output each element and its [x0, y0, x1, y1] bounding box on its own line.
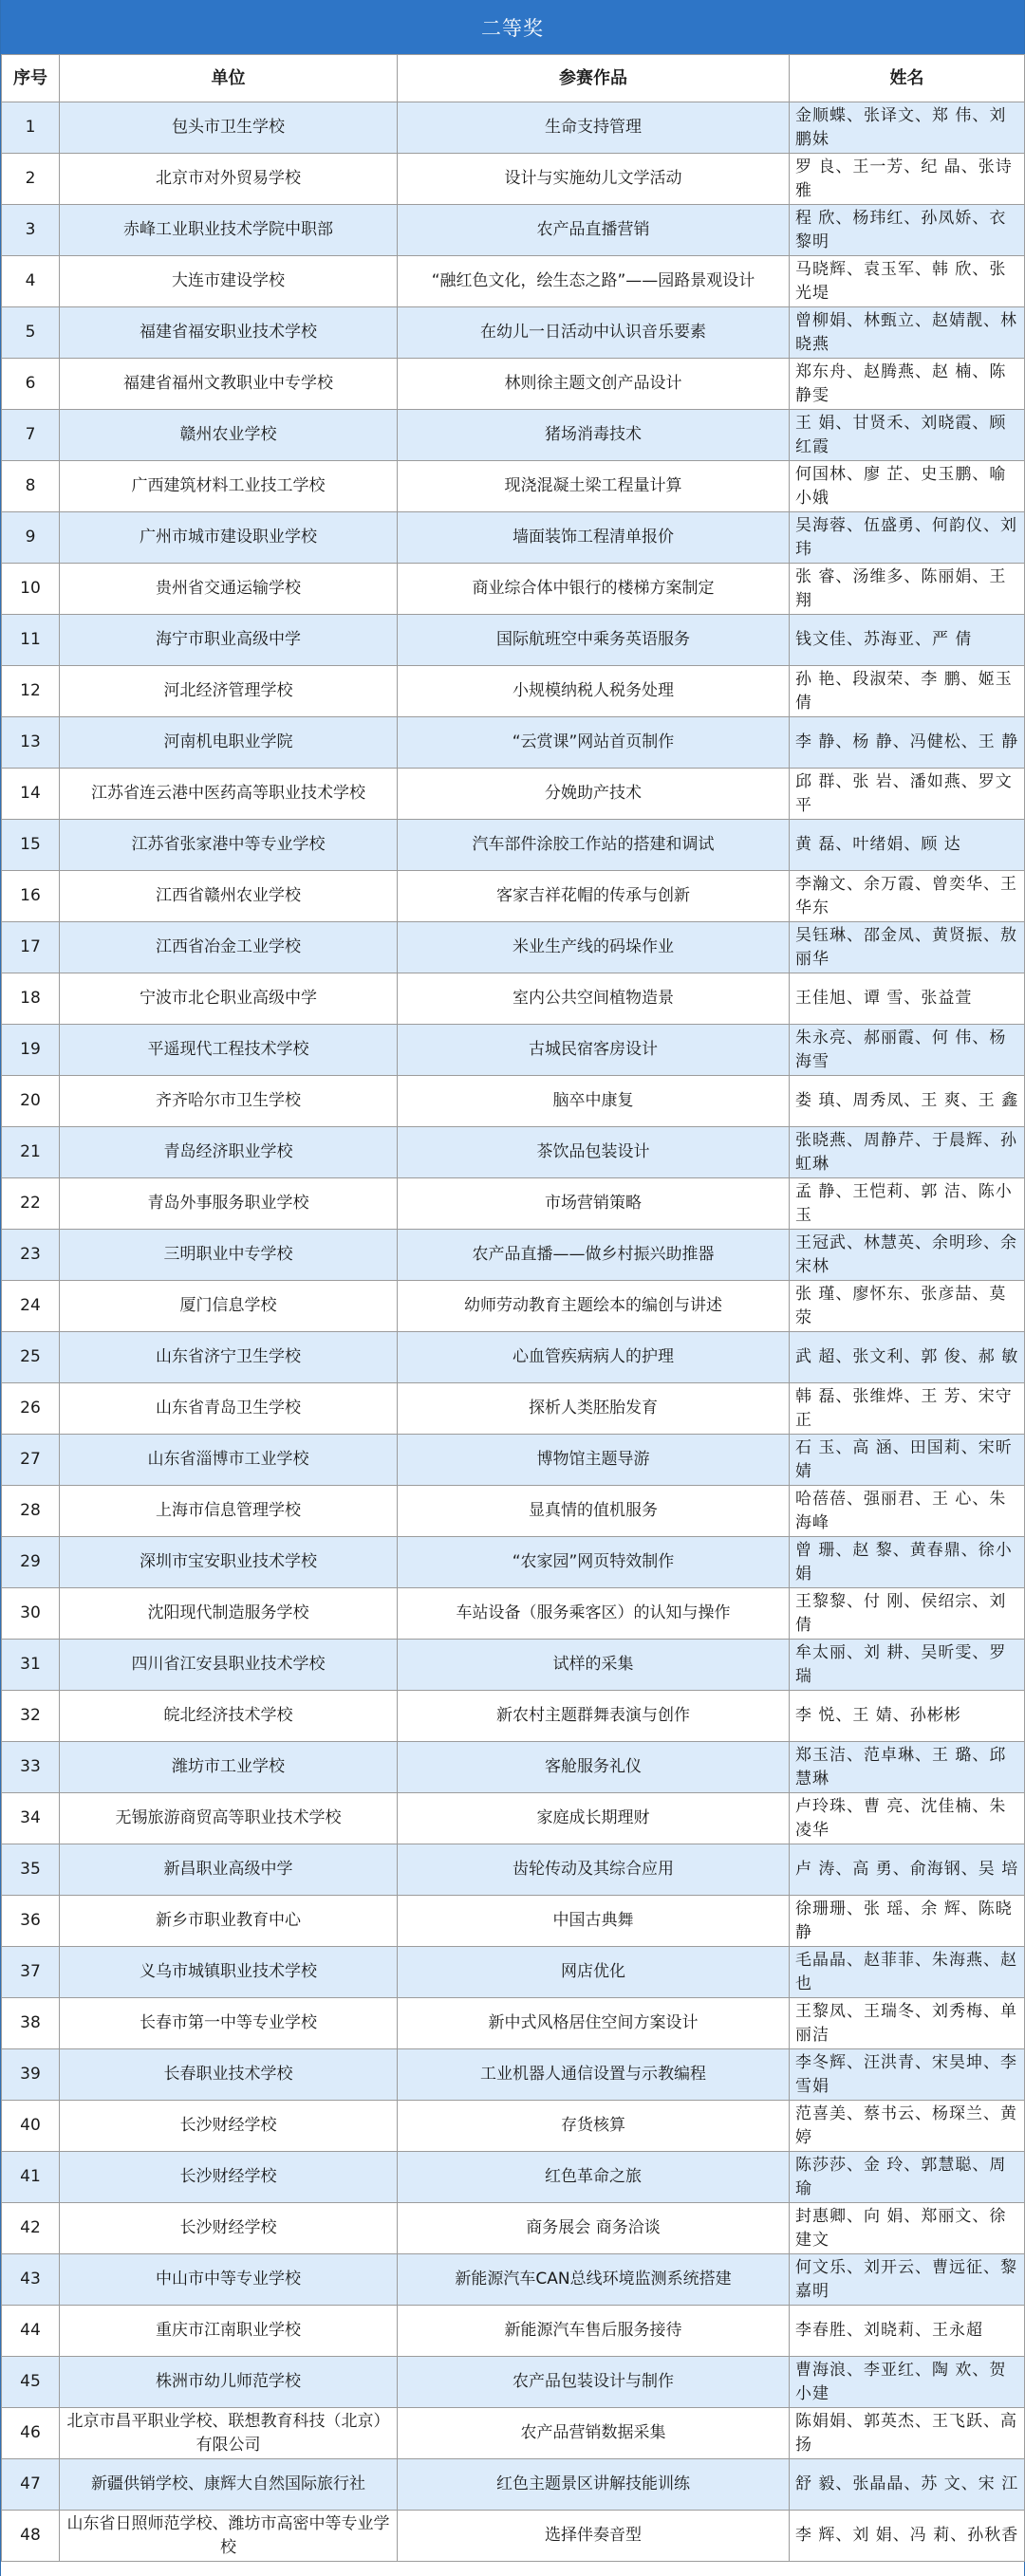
row-number-cell: 22: [2, 1178, 60, 1230]
row-work-cell: 古城民宿客房设计: [398, 1025, 790, 1076]
row-unit-cell: 长沙财经学校: [60, 2203, 398, 2254]
row-work-cell: 红色主题景区讲解技能训练: [398, 2459, 790, 2511]
table-row: [2, 1076, 1025, 1127]
row-number-cell: 39: [2, 2049, 60, 2101]
table-row: [2, 1025, 1025, 1076]
row-work-cell: 博物馆主题导游: [398, 1435, 790, 1486]
row-work-cell: “云赏课”网站首页制作: [398, 717, 790, 769]
table-row: [2, 2408, 1025, 2459]
row-names-cell: 范喜美、蔡书云、杨琛兰、黄 婷: [790, 2101, 1025, 2152]
row-unit-cell: 长春职业技术学校: [60, 2049, 398, 2101]
row-names-cell: 王黎黎、付 刚、侯绍宗、刘 倩: [790, 1588, 1025, 1640]
row-number-cell: 30: [2, 1588, 60, 1640]
row-names-cell: 李春胜、刘晓莉、王永超: [790, 2306, 1025, 2357]
row-work-cell: 商业综合体中银行的楼梯方案制定: [398, 564, 790, 615]
row-unit-cell: 福建省福安职业技术学校: [60, 307, 398, 359]
row-work-cell: 现浇混凝土梁工程量计算: [398, 461, 790, 512]
row-names-cell: 朱永亮、郝丽霞、何 伟、杨海雪: [790, 1025, 1025, 1076]
row-work-cell: 小规模纳税人税务处理: [398, 666, 790, 717]
row-number-cell: 43: [2, 2254, 60, 2306]
table-row: [2, 2306, 1025, 2357]
row-number-cell: 7: [2, 410, 60, 461]
table-row: [2, 1537, 1025, 1588]
row-names-cell: 王 娟、甘贤禾、刘晓霞、顾红霞: [790, 410, 1025, 461]
row-work-cell: 试样的采集: [398, 1640, 790, 1691]
row-work-cell: 客舱服务礼仪: [398, 1742, 790, 1793]
table-row: [2, 1178, 1025, 1230]
row-names-cell: 何文乐、刘开云、曹远征、黎嘉明: [790, 2254, 1025, 2306]
row-names-cell: 石 玉、高 涵、田国莉、宋昕婧: [790, 1435, 1025, 1486]
table-row: [2, 2101, 1025, 2152]
row-work-cell: 室内公共空间植物造景: [398, 973, 790, 1025]
row-number-cell: 25: [2, 1332, 60, 1383]
table-row: [2, 1383, 1025, 1435]
row-number-cell: 29: [2, 1537, 60, 1588]
row-unit-cell: 山东省淄博市工业学校: [60, 1435, 398, 1486]
row-work-cell: 新能源汽车CAN总线环境监测系统搭建: [398, 2254, 790, 2306]
table-body: [2, 102, 1025, 2562]
row-work-cell: 心血管疾病病人的护理: [398, 1332, 790, 1383]
row-work-cell: 林则徐主题文创产品设计: [398, 359, 790, 410]
row-names-cell: 郑东舟、赵腾燕、赵 楠、陈静雯: [790, 359, 1025, 410]
row-unit-cell: 包头市卫生学校: [60, 102, 398, 154]
row-names-cell: 李 辉、刘 娟、冯 莉、孙秋香: [790, 2511, 1025, 2562]
row-names-cell: 郑玉洁、范卓琳、王 璐、邱慧琳: [790, 1742, 1025, 1793]
row-number-cell: 40: [2, 2101, 60, 2152]
row-names-cell: 徐珊珊、张 瑶、余 辉、陈晓静: [790, 1896, 1025, 1947]
row-number-cell: 34: [2, 1793, 60, 1844]
table-header-row: [2, 55, 1025, 102]
row-work-cell: 农产品营销数据采集: [398, 2408, 790, 2459]
row-unit-cell: 三明职业中专学校: [60, 1230, 398, 1281]
table-row: [2, 1896, 1025, 1947]
row-names-cell: 黄 磊、叶绪娟、顾 达: [790, 820, 1025, 871]
row-work-cell: 农产品包装设计与制作: [398, 2357, 790, 2408]
row-number-cell: 10: [2, 564, 60, 615]
row-number-cell: 38: [2, 1998, 60, 2049]
row-work-cell: 国际航班空中乘务英语服务: [398, 615, 790, 666]
table-row: [2, 410, 1025, 461]
row-number-cell: 45: [2, 2357, 60, 2408]
row-number-cell: 28: [2, 1486, 60, 1537]
row-work-cell: 汽车部件涂胶工作站的搭建和调试: [398, 820, 790, 871]
table-row: [2, 1435, 1025, 1486]
row-number-cell: 19: [2, 1025, 60, 1076]
row-unit-cell: 中山市中等专业学校: [60, 2254, 398, 2306]
row-number-cell: 12: [2, 666, 60, 717]
row-number-cell: 20: [2, 1076, 60, 1127]
row-names-cell: 舒 毅、张晶晶、苏 文、宋 江: [790, 2459, 1025, 2511]
row-unit-cell: 河南机电职业学院: [60, 717, 398, 769]
row-number-cell: 3: [2, 205, 60, 256]
table-row: [2, 1588, 1025, 1640]
row-unit-cell: 大连市建设学校: [60, 256, 398, 307]
row-work-cell: 猪场消毒技术: [398, 410, 790, 461]
row-unit-cell: 江西省冶金工业学校: [60, 922, 398, 973]
row-names-cell: 王黎凤、王瑞冬、刘秀梅、单丽洁: [790, 1998, 1025, 2049]
row-names-cell: 王佳旭、谭 雪、张益萱: [790, 973, 1025, 1025]
row-names-cell: 曾 珊、赵 黎、黄春鼎、徐小娟: [790, 1537, 1025, 1588]
row-work-cell: 幼师劳动教育主题绘本的编创与讲述: [398, 1281, 790, 1332]
table-row: [2, 1691, 1025, 1742]
table-row: [2, 102, 1025, 154]
table-row: [2, 461, 1025, 512]
row-names-cell: 王冠武、林慧英、余明珍、余宋林: [790, 1230, 1025, 1281]
table-row: [2, 769, 1025, 820]
row-number-cell: 35: [2, 1844, 60, 1896]
row-number-cell: 17: [2, 922, 60, 973]
row-names-cell: 李 悦、王 婧、孙彬彬: [790, 1691, 1025, 1742]
row-names-cell: 程 欣、杨玮红、孙凤娇、衣黎明: [790, 205, 1025, 256]
row-unit-cell: 义乌市城镇职业技术学校: [60, 1947, 398, 1998]
table-row: [2, 820, 1025, 871]
row-number-cell: 5: [2, 307, 60, 359]
table-row: [2, 307, 1025, 359]
row-work-cell: 新能源汽车售后服务接待: [398, 2306, 790, 2357]
row-number-cell: 11: [2, 615, 60, 666]
table-row: [2, 2049, 1025, 2101]
table-row: [2, 1332, 1025, 1383]
row-number-cell: 46: [2, 2408, 60, 2459]
table-row: [2, 2203, 1025, 2254]
row-unit-cell: 江西省赣州农业学校: [60, 871, 398, 922]
row-work-cell: 设计与实施幼儿文学活动: [398, 154, 790, 205]
row-work-cell: 红色革命之旅: [398, 2152, 790, 2203]
row-names-cell: 何国林、廖 芷、史玉鹏、喻小娥: [790, 461, 1025, 512]
row-number-cell: 23: [2, 1230, 60, 1281]
row-names-cell: 吴钰琳、邵金凤、黄贤振、敖丽华: [790, 922, 1025, 973]
table-row: [2, 2152, 1025, 2203]
row-names-cell: 罗 良、王一芳、纪 晶、张诗雅: [790, 154, 1025, 205]
row-unit-cell: 重庆市江南职业学校: [60, 2306, 398, 2357]
row-work-cell: 农产品直播——做乡村振兴助推器: [398, 1230, 790, 1281]
row-unit-cell: 皖北经济技术学校: [60, 1691, 398, 1742]
row-number-cell: 33: [2, 1742, 60, 1793]
column-header-work: 参赛作品: [398, 55, 790, 102]
row-number-cell: 6: [2, 359, 60, 410]
row-names-cell: 孟 静、王恺莉、郭 洁、陈小玉: [790, 1178, 1025, 1230]
row-names-cell: 马晓辉、袁玉军、韩 欣、张光堤: [790, 256, 1025, 307]
row-number-cell: 18: [2, 973, 60, 1025]
row-unit-cell: 广州市城市建设职业学校: [60, 512, 398, 564]
row-unit-cell: 山东省日照师范学校、潍坊市高密中等专业学校: [60, 2511, 398, 2562]
column-header-unit: 单位: [60, 55, 398, 102]
row-number-cell: 2: [2, 154, 60, 205]
row-work-cell: 存货核算: [398, 2101, 790, 2152]
row-unit-cell: 山东省青岛卫生学校: [60, 1383, 398, 1435]
row-unit-cell: 长春市第一中等专业学校: [60, 1998, 398, 2049]
row-number-cell: 27: [2, 1435, 60, 1486]
row-number-cell: 26: [2, 1383, 60, 1435]
table-row: [2, 1486, 1025, 1537]
row-names-cell: 吴海蓉、伍盛勇、何韵仪、刘 玮: [790, 512, 1025, 564]
row-unit-cell: 福建省福州文教职业中专学校: [60, 359, 398, 410]
row-number-cell: 15: [2, 820, 60, 871]
row-unit-cell: 宁波市北仑职业高级中学: [60, 973, 398, 1025]
row-work-cell: 客家吉祥花帽的传承与创新: [398, 871, 790, 922]
row-unit-cell: 潍坊市工业学校: [60, 1742, 398, 1793]
row-number-cell: 1: [2, 102, 60, 154]
row-names-cell: 张 瑾、廖怀东、张彦喆、莫 荥: [790, 1281, 1025, 1332]
row-unit-cell: 江苏省张家港中等专业学校: [60, 820, 398, 871]
row-names-cell: 李 静、杨 静、冯健松、王 静: [790, 717, 1025, 769]
row-work-cell: “农家园”网页特效制作: [398, 1537, 790, 1588]
row-names-cell: 娄 瑱、周秀凤、王 爽、王 鑫: [790, 1076, 1025, 1127]
row-names-cell: 金顺蝶、张译文、郑 伟、刘鹏妹: [790, 102, 1025, 154]
row-work-cell: 新中式风格居住空间方案设计: [398, 1998, 790, 2049]
row-names-cell: 卢 涛、高 勇、俞海钢、吴 培: [790, 1844, 1025, 1896]
row-number-cell: 31: [2, 1640, 60, 1691]
table-row: [2, 564, 1025, 615]
row-names-cell: 曾柳娟、林甄立、赵婧靓、林晓燕: [790, 307, 1025, 359]
table-row: [2, 1793, 1025, 1844]
row-work-cell: 家庭成长期理财: [398, 1793, 790, 1844]
table-row: [2, 1281, 1025, 1332]
table-row: [2, 2357, 1025, 2408]
row-unit-cell: 青岛经济职业学校: [60, 1127, 398, 1178]
row-names-cell: 李瀚文、余万霞、曾奕华、王华东: [790, 871, 1025, 922]
row-work-cell: 市场营销策略: [398, 1178, 790, 1230]
table-row: [2, 922, 1025, 973]
table-row: [2, 205, 1025, 256]
row-unit-cell: 广西建筑材料工业技工学校: [60, 461, 398, 512]
table-row: [2, 2254, 1025, 2306]
row-unit-cell: 山东省济宁卫生学校: [60, 1332, 398, 1383]
row-number-cell: 24: [2, 1281, 60, 1332]
row-number-cell: 9: [2, 512, 60, 564]
row-unit-cell: 深圳市宝安职业技术学校: [60, 1537, 398, 1588]
row-unit-cell: 上海市信息管理学校: [60, 1486, 398, 1537]
row-names-cell: 李冬辉、汪洪青、宋昊坤、李雪娟: [790, 2049, 1025, 2101]
row-names-cell: 封惠卿、向 娟、郑丽文、徐建文: [790, 2203, 1025, 2254]
row-unit-cell: 江苏省连云港中医药高等职业技术学校: [60, 769, 398, 820]
table-row: [2, 256, 1025, 307]
row-work-cell: 农产品直播营销: [398, 205, 790, 256]
award-table: [1, 54, 1025, 2562]
row-work-cell: 网店优化: [398, 1947, 790, 1998]
table-row: [2, 717, 1025, 769]
row-work-cell: 中国古典舞: [398, 1896, 790, 1947]
table-row: [2, 154, 1025, 205]
row-unit-cell: 海宁市职业高级中学: [60, 615, 398, 666]
row-unit-cell: 赣州农业学校: [60, 410, 398, 461]
row-names-cell: 张 睿、汤维多、陈丽娟、王 翔: [790, 564, 1025, 615]
table-row: [2, 973, 1025, 1025]
row-names-cell: 哈蓓蓓、强丽君、王 心、朱海峰: [790, 1486, 1025, 1537]
row-number-cell: 47: [2, 2459, 60, 2511]
table-row: [2, 1127, 1025, 1178]
row-unit-cell: 北京市昌平职业学校、联想教育科技（北京）有限公司: [60, 2408, 398, 2459]
row-work-cell: 车站设备（服务乘客区）的认知与操作: [398, 1588, 790, 1640]
row-unit-cell: 新疆供销学校、康辉大自然国际旅行社: [60, 2459, 398, 2511]
row-unit-cell: 沈阳现代制造服务学校: [60, 1588, 398, 1640]
row-unit-cell: 河北经济管理学校: [60, 666, 398, 717]
row-unit-cell: 齐齐哈尔市卫生学校: [60, 1076, 398, 1127]
table-row: [2, 2459, 1025, 2511]
table-row: [2, 666, 1025, 717]
row-names-cell: 邱 群、张 岩、潘如燕、罗文平: [790, 769, 1025, 820]
table-row: [2, 1230, 1025, 1281]
row-names-cell: 张晓燕、周静芹、于晨辉、孙虹琳: [790, 1127, 1025, 1178]
row-number-cell: 48: [2, 2511, 60, 2562]
row-names-cell: 牟太丽、刘 耕、吴昕雯、罗 瑞: [790, 1640, 1025, 1691]
row-work-cell: 墙面装饰工程清单报价: [398, 512, 790, 564]
row-number-cell: 8: [2, 461, 60, 512]
row-work-cell: 探析人类胚胎发育: [398, 1383, 790, 1435]
row-unit-cell: 平遥现代工程技术学校: [60, 1025, 398, 1076]
table-row: [2, 1998, 1025, 2049]
row-names-cell: 曹海浪、李亚红、陶 欢、贺小建: [790, 2357, 1025, 2408]
row-unit-cell: 长沙财经学校: [60, 2152, 398, 2203]
row-number-cell: 21: [2, 1127, 60, 1178]
row-unit-cell: 四川省江安县职业技术学校: [60, 1640, 398, 1691]
row-work-cell: 茶饮品包装设计: [398, 1127, 790, 1178]
row-number-cell: 42: [2, 2203, 60, 2254]
row-unit-cell: 无锡旅游商贸高等职业技术学校: [60, 1793, 398, 1844]
row-unit-cell: 新昌职业高级中学: [60, 1844, 398, 1896]
table-row: [2, 871, 1025, 922]
row-work-cell: 生命支持管理: [398, 102, 790, 154]
row-work-cell: 米业生产线的码垛作业: [398, 922, 790, 973]
row-work-cell: 选择伴奏音型: [398, 2511, 790, 2562]
row-unit-cell: 贵州省交通运输学校: [60, 564, 398, 615]
table-row: [2, 512, 1025, 564]
row-names-cell: 钱文佳、苏海亚、严 倩: [790, 615, 1025, 666]
row-names-cell: 陈莎莎、金 玲、郭慧聪、周 瑜: [790, 2152, 1025, 2203]
row-names-cell: 孙 艳、段淑荣、李 鹏、姬玉倩: [790, 666, 1025, 717]
row-work-cell: 工业机器人通信设置与示教编程: [398, 2049, 790, 2101]
row-work-cell: “融红色文化，绘生态之路”——园路景观设计: [398, 256, 790, 307]
row-work-cell: 显真情的值机服务: [398, 1486, 790, 1537]
row-unit-cell: 株洲市幼儿师范学校: [60, 2357, 398, 2408]
row-number-cell: 44: [2, 2306, 60, 2357]
row-work-cell: 在幼儿一日活动中认识音乐要素: [398, 307, 790, 359]
award-title-banner: 二等奖: [1, 0, 1024, 54]
column-header-number: 序号: [2, 55, 60, 102]
row-work-cell: 新农村主题群舞表演与创作: [398, 1691, 790, 1742]
row-names-cell: 毛晶晶、赵菲菲、朱海燕、赵 也: [790, 1947, 1025, 1998]
row-number-cell: 4: [2, 256, 60, 307]
row-unit-cell: 厦门信息学校: [60, 1281, 398, 1332]
row-unit-cell: 长沙财经学校: [60, 2101, 398, 2152]
row-number-cell: 41: [2, 2152, 60, 2203]
row-number-cell: 37: [2, 1947, 60, 1998]
row-work-cell: 脑卒中康复: [398, 1076, 790, 1127]
row-number-cell: 13: [2, 717, 60, 769]
row-number-cell: 16: [2, 871, 60, 922]
row-unit-cell: 新乡市职业教育中心: [60, 1896, 398, 1947]
row-work-cell: 齿轮传动及其综合应用: [398, 1844, 790, 1896]
row-names-cell: 卢玲珠、曹 亮、沈佳楠、朱凌华: [790, 1793, 1025, 1844]
table-row: [2, 1640, 1025, 1691]
row-number-cell: 14: [2, 769, 60, 820]
table-row: [2, 2511, 1025, 2562]
table-row: [2, 1844, 1025, 1896]
row-number-cell: 36: [2, 1896, 60, 1947]
row-work-cell: 分娩助产技术: [398, 769, 790, 820]
row-number-cell: 32: [2, 1691, 60, 1742]
table-row: [2, 359, 1025, 410]
table-row: [2, 1742, 1025, 1793]
row-unit-cell: 北京市对外贸易学校: [60, 154, 398, 205]
row-names-cell: 陈娟娟、郭英杰、王飞跃、高 扬: [790, 2408, 1025, 2459]
table-row: [2, 1947, 1025, 1998]
row-names-cell: 武 超、张文利、郭 俊、郝 敏: [790, 1332, 1025, 1383]
column-header-names: 姓名: [790, 55, 1025, 102]
row-names-cell: 韩 磊、张维烨、王 芳、宋守正: [790, 1383, 1025, 1435]
row-work-cell: 商务展会 商务洽谈: [398, 2203, 790, 2254]
row-unit-cell: 赤峰工业职业技术学院中职部: [60, 205, 398, 256]
table-row: [2, 615, 1025, 666]
row-unit-cell: 青岛外事服务职业学校: [60, 1178, 398, 1230]
